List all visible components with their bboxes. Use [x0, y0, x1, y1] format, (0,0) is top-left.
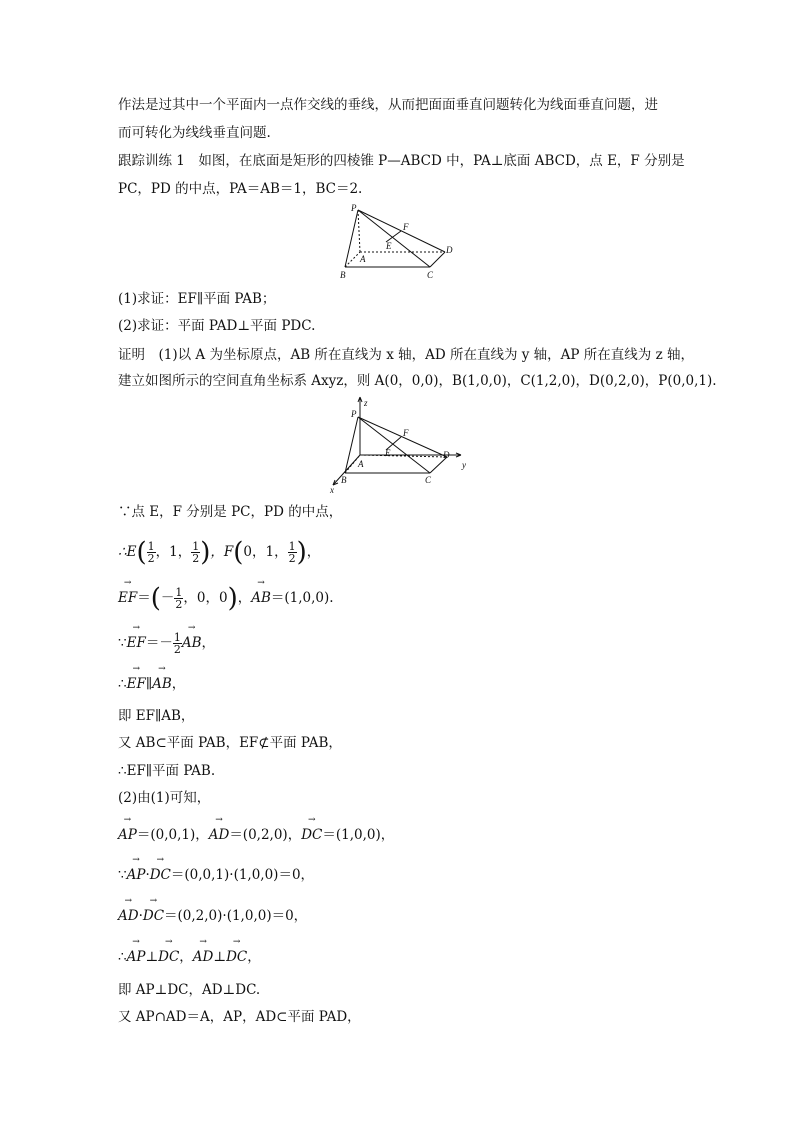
proof-line-2: 建立如图所示的空间直角坐标系 Axyz，则 A(0，0,0)，B(1,0,0)，C(1,2,0)，D(0,2,0)，P(0,0,1). [118, 373, 717, 389]
exercise-heading: 跟踪训练 1 如图，在底面是矩形的四棱锥 P—ABCD 中，PA⊥底面 ABCD，点 E，F 分别是 [118, 153, 685, 169]
label-P: P [351, 409, 357, 419]
question-1: (1)求证：EF∥平面 PAB； [118, 291, 276, 307]
step-7: 又 AB⊂平面 PAB，EF⊄平面 PAB， [118, 735, 342, 751]
axis-y: y [462, 460, 466, 470]
axis-z: z [364, 398, 368, 408]
label-C: C [425, 475, 432, 485]
pyramid-figure-1 [335, 202, 465, 282]
label-E: E [385, 448, 391, 458]
fraction: $\frac{1}{2}$ [192, 540, 200, 565]
label-B: B [340, 270, 346, 280]
step-10: → AP＝(0,0,1)，→ AD＝(0,2,0)，→ DC＝(1,0,0)， [118, 826, 394, 844]
step-4: ∵→ EF＝－ $\frac{1}{2}$ → AB， [118, 632, 215, 655]
step-2: ∴E( $\frac{1}{2}$ ，1， $\frac{1}{2}$ )，F(0，1， $\frac{1}{2}$ )， [118, 537, 321, 568]
label-D: D [443, 450, 450, 460]
question-2: (2)求证：平面 PAD⊥平面 PDC. [118, 318, 316, 334]
step-12: → AD·→ DC＝(0,2,0)·(1,0,0)＝0， [118, 907, 307, 925]
step-9: (2)由(1)可知， [118, 790, 211, 806]
step-6: 即 EF∥AB， [118, 708, 195, 724]
fraction: $\frac{1}{2}$ [147, 540, 155, 565]
step-5: ∴→ EF∥→ AB， [118, 675, 185, 693]
fraction: $\frac{1}{2}$ [288, 540, 296, 565]
step-3: → EF＝(－ $\frac{1}{2}$ ，0，0)，→ AB＝(1,0,0). [118, 587, 334, 610]
fraction: $\frac{1}{2}$ [173, 631, 181, 656]
step-13: ∴→ AP⊥→ DC，→ AD⊥→ DC， [118, 948, 261, 966]
label-A: A [360, 254, 366, 264]
step-1: ∵点 E，F 分别是 PC，PD 的中点， [118, 504, 343, 520]
text-line-1: 作法是过其中一个平面内一点作交线的垂线，从而把面面垂直问题转化为线面垂直问题，进 [118, 97, 658, 113]
label-P: P [351, 203, 357, 213]
step-15: 又 AP∩AD＝A，AP，AD⊂平面 PAD， [118, 1009, 361, 1025]
label-F: F [403, 222, 409, 232]
step-14: 即 AP⊥DC，AD⊥DC. [118, 982, 261, 998]
proof-line-1: 证明 (1)以 A 为坐标原点，AB 所在直线为 x 轴，AD 所在直线为 y 轴，AP 所在直线为 z 轴， [118, 347, 695, 363]
label-A: A [358, 459, 364, 469]
text-line-2: 而可转化为线线垂直问题. [118, 125, 271, 141]
axis-x: x [330, 485, 334, 495]
step-8: ∴EF∥平面 PAB. [118, 763, 216, 779]
label-E: E [386, 241, 392, 251]
step-11: ∵→ AP·→ DC＝(0,0,1)·(1,0,0)＝0， [118, 866, 314, 884]
fraction: $\frac{1}{2}$ [175, 586, 183, 611]
pyramid-figure-2 [325, 395, 475, 495]
label-C: C [427, 270, 434, 280]
exercise-condition: PC，PD 的中点，PA＝AB＝1，BC＝2. [118, 181, 363, 197]
label-B: B [341, 475, 347, 485]
label-F: F [403, 428, 409, 438]
label-D: D [446, 245, 453, 255]
